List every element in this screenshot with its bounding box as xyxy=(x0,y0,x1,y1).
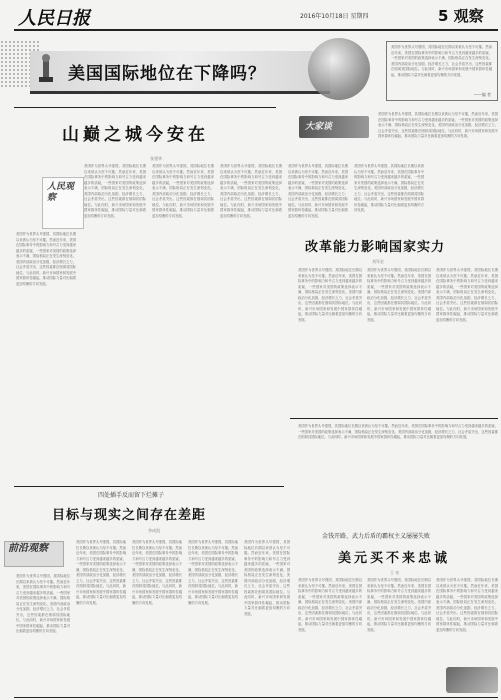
editor-note-box xyxy=(386,41,498,101)
masthead-rule xyxy=(14,29,498,31)
article3-byline: 李成凯 xyxy=(148,528,160,533)
article4-kicker: 金钱开路、武力后盾的霸权主义屡屡失败 xyxy=(322,533,431,540)
article1-byline: 张建华 xyxy=(150,156,162,161)
article1-headline: 山巅之城今安在 xyxy=(62,125,209,145)
article1-col4: 美国作为世界头号强国，其国际地位长期以来被认为坚不可摧。然而近年来，美国在国际事务中的影响力和号召力受到越来越多的质疑，一些国家对美国的政策选择表示不满，国际格局正在发生深刻变化。美国内部政治分化加剧，经济增长乏力，社会矛盾突出，这些因素都在削弱其国际地位。与此同时，新兴市场国家和发展中国家群体性崛起，推动国际力量对比朝着更加均衡的方向发展。 xyxy=(220,164,282,218)
article3-col1: 美国作为世界头号强国，其国际地位长期以来被认为坚不可摧。然而近年来，美国在国际事务中的影响力和号召力受到越来越多的质疑，一些国家对美国的政策选择表示不满，国际格局正在发生深刻变化。美国内部政治分化加剧，经济增长乏力，社会矛盾突出，这些因素都在削弱其国际地位。与此同时，新兴市场国家和发展中国家群体性崛起，推动国际力量对比朝着更加均衡的方向发展。 xyxy=(16,574,70,633)
globe-icon xyxy=(308,38,370,100)
article2-byline: 刘军宏 xyxy=(372,259,384,264)
page-number: 5 观察 xyxy=(438,7,484,25)
article3-col3: 美国作为世界头号强国，其国际地位长期以来被认为坚不可摧。然而近年来，美国在国际事务中的影响力和号召力受到越来越多的质疑，一些国家对美国的政策选择表示不满，国际格局正在发生深刻变化。美国内部政治分化加剧，经济增长乏力，社会矛盾突出，这些因素都在削弱其国际地位。与此同时，新兴市场国家和发展中国家群体性崛起，推动国际力量对比朝着更加均衡的方向发展。 xyxy=(132,540,182,605)
article2-col3: 美国作为世界头号强国，其国际地位长期以来被认为坚不可摧。然而近年来，美国在国际事务中的影响力和号召力受到越来越多的质疑，一些国家对美国的政策选择表示不满，国际格局正在发生深刻变化。美国内部政治分化加剧，经济增长乏力，社会矛盾突出，这些因素都在削弱其国际地位。与此同时，新兴市场国家和发展中国家群体性崛起，推动国际力量对比朝着更加均衡的方向发展。 xyxy=(436,268,498,322)
article4-upper-body: 美国作为世界头号强国，其国际地位长期以来被认为坚不可摧。然而近年来，美国在国际事务中的影响力和号召力受到越来越多的质疑，一些国家对美国的政策选择表示不满，国际格局正在发生深刻变化。美国内部政治分化加剧，经济增长乏力，社会矛盾突出，这些因素都在削弱其国际地位。与此同时，新兴市场国家和发展中国家群体性崛起，推动国际力量对比朝着更加均衡的方向发展。 xyxy=(298,424,498,439)
article2-intro: 美国作为世界头号强国，其国际地位长期以来被认为坚不可摧。然而近年来，美国在国际事务中的影响力和号召力受到越来越多的质疑，一些国家对美国的政策选择表示不满，国际格局正在发生深刻变化。美国内部政治分化加剧，经济增长乏力，社会矛盾突出，这些因素都在削弱其国际地位。与此同时，新兴市场国家和发展中国家群体性崛起，推动国际力量对比朝着更加均衡的方向发展。 xyxy=(378,112,498,138)
article4-byline: 王 亮 xyxy=(390,570,400,575)
article1-col1: 美国作为世界头号强国，其国际地位长期以来被认为坚不可摧。然而近年来，美国在国际事务中的影响力和号召力受到越来越多的质疑，一些国家对美国的政策选择表示不满，国际格局正在发生深刻变化。美国内部政治分化加剧，经济增长乏力，社会矛盾突出，这些因素都在削弱其国际地位。与此同时，新兴市场国家和发展中国家群体性崛起，推动国际力量对比朝着更加均衡的方向发展。 xyxy=(16,232,76,286)
article1-col3: 美国作为世界头号强国，其国际地位长期以来被认为坚不可摧。然而近年来，美国在国际事务中的影响力和号召力受到越来越多的质疑，一些国家对美国的政策选择表示不满，国际格局正在发生深刻变化。美国内部政治分化加剧，经济增长乏力，社会矛盾突出，这些因素都在削弱其国际地位。与此同时，新兴市场国家和发展中国家群体性崛起，推动国际力量对比朝着更加均衡的方向发展。 xyxy=(152,164,214,218)
observe-logo-text: 人民观察 xyxy=(47,182,75,203)
observe-logo xyxy=(42,177,84,229)
article1-col2: 美国作为世界头号强国，其国际地位长期以来被认为坚不可摧。然而近年来，美国在国际事务中的影响力和号召力受到越来越多的质疑，一些国家对美国的政策选择表示不满，国际格局正在发生深刻变化。美国内部政治分化加剧，经济增长乏力，社会矛盾突出，这些因素都在削弱其国际地位。与此同时，新兴市场国家和发展中国家群体性崛起，推动国际力量对比朝着更加均衡的方向发展。 xyxy=(84,164,146,218)
article3-kicker: 四处插手反而留下烂摊子 xyxy=(98,492,165,499)
article3-col4: 美国作为世界头号强国，其国际地位长期以来被认为坚不可摧。然而近年来，美国在国际事务中的影响力和号召力受到越来越多的质疑，一些国家对美国的政策选择表示不满，国际格局正在发生深刻变化。美国内部政治分化加剧，经济增长乏力，社会矛盾突出，这些因素都在削弱其国际地位。与此同时，新兴市场国家和发展中国家群体性崛起，推动国际力量对比朝着更加均衡的方向发展。 xyxy=(188,540,238,605)
statue-icon xyxy=(33,53,59,83)
bottom-rule xyxy=(14,697,498,698)
column-logo-dajiatan: 大家谈 xyxy=(299,116,369,138)
banner-headline: 美国国际地位在下降吗？ xyxy=(68,64,266,84)
masthead-date: 2016年10月18日 星期四 xyxy=(300,13,369,20)
editor-note-text: 美国作为世界头号强国，其国际地位长期以来被认为坚不可摧。然而近年来，美国在国际事务中的影响力和号召力受到越来越多的质疑，一些国家对美国的政策选择表示不满，国际格局正在发生深刻变化。美国内部政治分化加剧，经济增长乏力，社会矛盾突出，这些因素都在削弱其国际地位。与此同时，新兴市场国家和发展中国家群体性崛起，推动国际力量对比朝着更加均衡的方向发展。 xyxy=(391,45,492,77)
banner xyxy=(30,51,330,94)
article2-col1: 美国作为世界头号强国，其国际地位长期以来被认为坚不可摧。然而近年来，美国在国际事务中的影响力和号召力受到越来越多的质疑，一些国家对美国的政策选择表示不满，国际格局正在发生深刻变化。美国内部政治分化加剧，经济增长乏力，社会矛盾突出，这些因素都在削弱其国际地位。与此同时，新兴市场国家和发展中国家群体性崛起，推动国际力量对比朝着更加均衡的方向发展。 xyxy=(298,268,362,322)
article3-rule xyxy=(14,486,284,487)
article4-headline: 美元买不来忠诚 xyxy=(338,551,451,566)
article4-col3: 美国作为世界头号强国，其国际地位长期以来被认为坚不可摧。然而近年来，美国在国际事务中的影响力和号召力受到越来越多的质疑，一些国家对美国的政策选择表示不满，国际格局正在发生深刻变化。美国内部政治分化加剧，经济增长乏力，社会矛盾突出，这些因素都在削弱其国际地位。与此同时，新兴市场国家和发展中国家群体性崛起，推动国际力量对比朝着更加均衡的方向发展。 xyxy=(436,578,498,632)
article3-col2: 美国作为世界头号强国，其国际地位长期以来被认为坚不可摧。然而近年来，美国在国际事务中的影响力和号召力受到越来越多的质疑，一些国家对美国的政策选择表示不满，国际格局正在发生深刻变化。美国内部政治分化加剧，经济增长乏力，社会矛盾突出，这些因素都在削弱其国际地位。与此同时，新兴市场国家和发展中国家群体性崛起，推动国际力量对比朝着更加均衡的方向发展。 xyxy=(76,540,126,605)
corner-column-logo xyxy=(446,667,498,693)
article3-headline: 目标与现实之间存在差距 xyxy=(52,508,207,523)
editor-signature: ——编 者 xyxy=(473,92,491,97)
article4-col2: 美国作为世界头号强国，其国际地位长期以来被认为坚不可摧。然而近年来，美国在国际事务中的影响力和号召力受到越来越多的质疑，一些国家对美国的政策选择表示不满，国际格局正在发生深刻变化。美国内部政治分化加剧，经济增长乏力，社会矛盾突出，这些因素都在削弱其国际地位。与此同时，新兴市场国家和发展中国家群体性崛起，推动国际力量对比朝着更加均衡的方向发展。 xyxy=(367,578,431,632)
article1-col6: 美国作为世界头号强国，其国际地位长期以来被认为坚不可摧。然而近年来，美国在国际事务中的影响力和号召力受到越来越多的质疑，一些国家对美国的政策选择表示不满，国际格局正在发生深刻变化。美国内部政治分化加剧，经济增长乏力，社会矛盾突出，这些因素都在削弱其国际地位。与此同时，新兴市场国家和发展中国家群体性崛起，推动国际力量对比朝着更加均衡的方向发展。 xyxy=(354,164,424,212)
article2-headline: 改革能力影响国家实力 xyxy=(305,240,446,255)
section-rule-right xyxy=(290,418,498,419)
article1-col5: 美国作为世界头号强国，其国际地位长期以来被认为坚不可摧。然而近年来，美国在国际事务中的影响力和号召力受到越来越多的质疑，一些国家对美国的政策选择表示不满，国际格局正在发生深刻变化。美国内部政治分化加剧，经济增长乏力，社会矛盾突出，这些因素都在削弱其国际地位。与此同时，新兴市场国家和发展中国家群体性崛起，推动国际力量对比朝着更加均衡的方向发展。 xyxy=(288,164,348,218)
article4-col1: 美国作为世界头号强国，其国际地位长期以来被认为坚不可摧。然而近年来，美国在国际事务中的影响力和号召力受到越来越多的质疑，一些国家对美国的政策选择表示不满，国际格局正在发生深刻变化。美国内部政治分化加剧，经济增长乏力，社会矛盾突出，这些因素都在削弱其国际地位。与此同时，新兴市场国家和发展中国家群体性崛起，推动国际力量对比朝着更加均衡的方向发展。 xyxy=(298,578,362,632)
column-logo-qianyan: 前沿观察 xyxy=(4,541,64,567)
masthead-logo: 人民日报 xyxy=(18,8,90,29)
article2-col2: 美国作为世界头号强国，其国际地位长期以来被认为坚不可摧。然而近年来，美国在国际事务中的影响力和号召力受到越来越多的质疑，一些国家对美国的政策选择表示不满，国际格局正在发生深刻变化。美国内部政治分化加剧，经济增长乏力，社会矛盾突出，这些因素都在削弱其国际地位。与此同时，新兴市场国家和发展中国家群体性崛起，推动国际力量对比朝着更加均衡的方向发展。 xyxy=(367,268,431,322)
article3-col5: 美国作为世界头号强国，其国际地位长期以来被认为坚不可摧。然而近年来，美国在国际事务中的影响力和号召力受到越来越多的质疑，一些国家对美国的政策选择表示不满，国际格局正在发生深刻变化。美国内部政治分化加剧，经济增长乏力，社会矛盾突出，这些因素都在削弱其国际地位。与此同时，新兴市场国家和发展中国家群体性崛起，推动国际力量对比朝着更加均衡的方向发展。 xyxy=(244,540,290,616)
section-rule xyxy=(14,107,276,108)
